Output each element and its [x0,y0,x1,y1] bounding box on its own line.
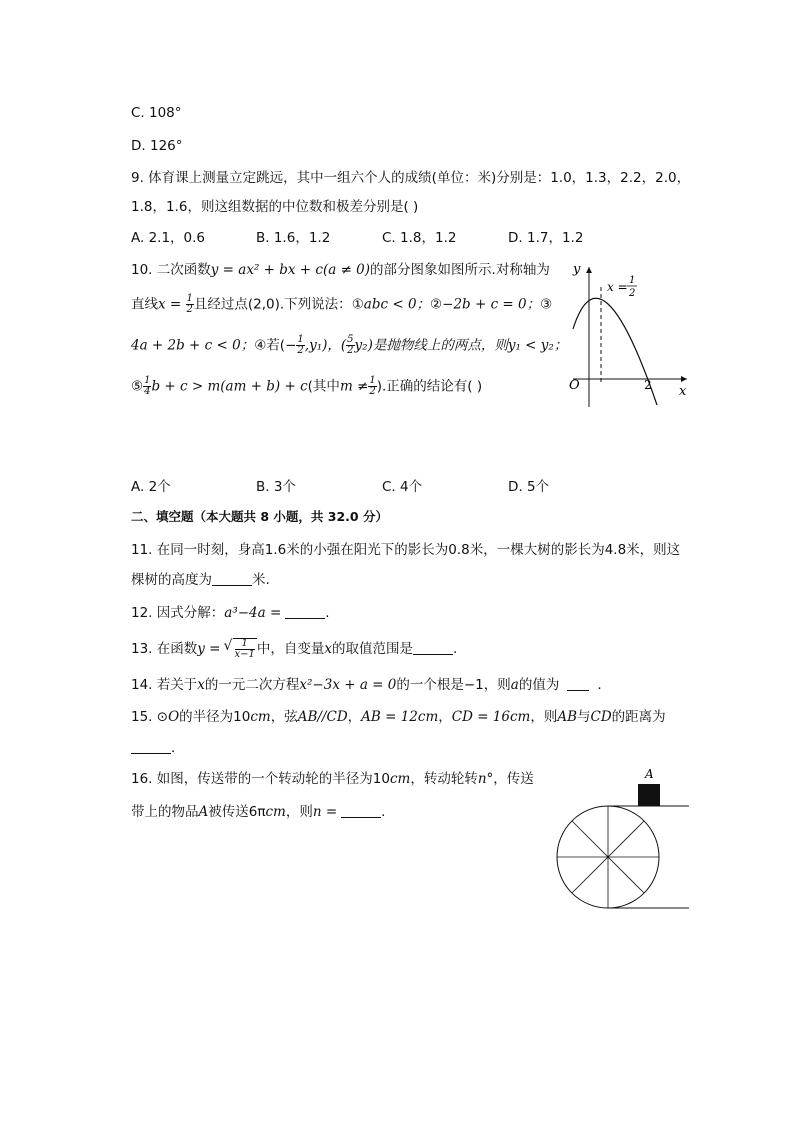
graph-origin-label: O [569,378,580,393]
fraction-half: $\frac{1}{2}$ [186,293,193,315]
q9-option-a: A. 2.1，0.6 [131,230,206,246]
q15-stem-line2: . [131,738,175,758]
q10-parabola-graph [555,255,695,415]
graph-x-label: x [679,384,687,399]
q10-option-b: B. 3个 [256,479,296,495]
graph-y-label: y [573,262,581,277]
q8-option-c: C. 108° [131,105,182,121]
q10-stem-line2: 直线x = $\frac{1}{2}$ 且经过点(2,0).下列说法：①abc < 0；②−2b + c = 0；③ [131,293,553,315]
q16-stem-line1: 16. 如图，传送带的一个转动轮的半径为10cm，转动轮转n°，传送 [131,771,534,787]
q12-stem: 12. 因式分解：a³−4a = . [131,605,330,621]
q16-stem-line2: 带上的物品A被传送6πcm，则n = . [131,804,386,820]
q15-answer-blank[interactable] [131,739,171,754]
q8-option-d: D. 126° [131,138,183,154]
section-heading-fill-in: 二、填空题（本大题共 8 小题，共 32.0 分） [131,509,388,524]
q13-answer-blank[interactable] [413,640,453,655]
q9-option-c: C. 1.8，1.2 [382,230,457,246]
item-a-label: A [645,767,654,781]
q16-conveyor-wheel-figure [552,765,697,915]
svg-text:2: 2 [629,288,636,299]
q11-stem-line2: 棵树的高度为 米. [131,572,270,588]
q14-stem: 14. 若关于x的一元二次方程x²−3x + a = 0的一个根是−1，则a的值为 . [131,677,602,693]
q10-stem-line3: 4a + 2b + c < 0；④若(− $\frac{1}{2}$ ,y₁)，( $\frac{5}{2}$ y₂)是抛物线上的两点，则y₁ < y₂； [131,334,568,356]
q15-stem-line1: 15. ⊙O的半径为10cm，弦AB//CD，AB = 12cm，CD = 16cm，则AB与CD的距离为 [131,709,666,725]
q11-stem-line1: 11. 在同一时刻，身高1.6米的小强在阳光下的影长为0.8米，一棵大树的影长为4.8米，则这 [131,542,681,558]
q14-answer-blank[interactable] [567,676,589,691]
wheel [557,806,659,908]
q11-answer-blank[interactable] [212,571,252,586]
q13-stem: 13. 在函数y = √ $\frac{1}{x-1}$ 中，自变量x的取值范围是 . [131,638,457,660]
q9-stem-line1: 9. 体育课上测量立定跳远，其中一组六个人的成绩(单位：米)分别是：1.0，1.3，2.2，2.0， [131,170,691,186]
graph-axis-eq: x = [607,280,628,294]
q9-stem-line2: 1.8，1.6，则这组数据的中位数和极差分别是( ) [131,199,419,215]
q9-option-d: D. 1.7，1.2 [508,230,584,246]
q10-option-d: D. 5个 [508,479,550,495]
q16-answer-blank[interactable] [341,803,381,818]
svg-text:1: 1 [629,275,636,286]
q10-option-a: A. 2个 [131,479,171,495]
q12-answer-blank[interactable] [285,604,325,619]
item-a-block [638,784,660,806]
graph-root-label: 2 [644,378,652,392]
q9-option-b: B. 1.6，1.2 [256,230,331,246]
q10-stem-line4: ⑤ $\frac{1}{4}$ b + c > m(am + b) + c(其中m ≠ $\frac{1}{2}$ ).正确的结论有( ) [131,375,483,397]
q10-stem-line1: 10. 二次函数y = ax² + bx + c(a ≠ 0)的部分图象如图所示.对称轴为 [131,262,550,278]
q10-option-c: C. 4个 [382,479,423,495]
